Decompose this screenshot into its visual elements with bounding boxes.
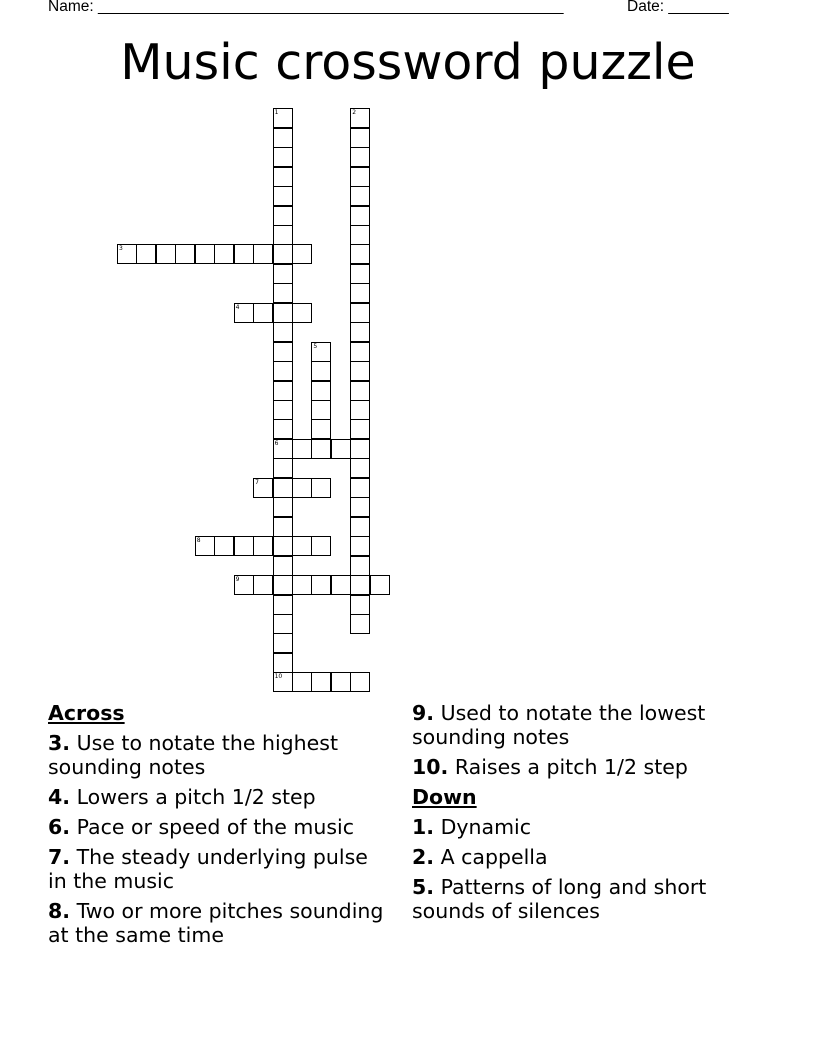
grid-cell[interactable] <box>350 536 370 556</box>
down-heading: Down <box>412 785 477 809</box>
grid-cell[interactable] <box>273 342 293 362</box>
grid-cell[interactable] <box>311 536 331 556</box>
grid-cell[interactable] <box>350 400 370 420</box>
grid-cell[interactable] <box>350 478 370 498</box>
name-field[interactable]: Name: ______________________________________________________ <box>48 0 564 15</box>
grid-cell[interactable] <box>350 556 370 576</box>
grid-cell[interactable] <box>350 361 370 381</box>
clue-number: 6. <box>48 815 71 839</box>
grid-cell[interactable] <box>350 186 370 206</box>
grid-cell[interactable] <box>292 244 312 264</box>
clue-text: Used to notate the lowest sounding notes <box>412 701 706 749</box>
clues-column-left <box>48 701 388 953</box>
grid-cell[interactable] <box>273 147 293 167</box>
grid-cell[interactable] <box>350 672 370 692</box>
grid-cell[interactable] <box>214 244 234 264</box>
grid-cell[interactable] <box>273 264 293 284</box>
grid-cell[interactable] <box>350 595 370 615</box>
grid-cell[interactable] <box>273 225 293 245</box>
grid-cell[interactable] <box>253 244 273 264</box>
grid-cell[interactable] <box>350 575 370 595</box>
grid-cell[interactable] <box>273 361 293 381</box>
grid-cell[interactable] <box>273 128 293 148</box>
grid-cell[interactable] <box>350 225 370 245</box>
clue-text: A cappella <box>440 845 548 869</box>
clue-across-6 <box>48 815 388 839</box>
grid-cell[interactable] <box>273 575 293 595</box>
clue-down-5 <box>412 875 762 923</box>
grid-cell[interactable] <box>350 206 370 226</box>
grid-cell[interactable] <box>273 633 293 653</box>
grid-cell[interactable] <box>234 536 254 556</box>
grid-cell[interactable] <box>311 400 331 420</box>
page-title: Music crossword puzzle <box>120 34 696 91</box>
grid-cell[interactable] <box>273 653 293 673</box>
date-field[interactable]: Date: _______ <box>627 0 729 15</box>
grid-cell[interactable] <box>273 381 293 401</box>
cell-number: 5 <box>313 342 318 350</box>
grid-cell[interactable] <box>195 536 215 556</box>
grid-cell[interactable] <box>273 400 293 420</box>
grid-cell[interactable] <box>117 244 137 264</box>
clue-down-1 <box>412 815 762 839</box>
across-heading: Across <box>48 701 125 725</box>
grid-cell[interactable] <box>273 497 293 517</box>
grid-cell[interactable] <box>273 595 293 615</box>
grid-cell[interactable] <box>273 458 293 478</box>
grid-cell[interactable] <box>331 439 351 459</box>
grid-cell[interactable] <box>292 439 312 459</box>
cell-number: 1 <box>274 109 279 117</box>
grid-cell[interactable] <box>273 108 293 128</box>
clue-text: Dynamic <box>440 815 532 839</box>
grid-cell[interactable] <box>253 575 273 595</box>
grid-cell[interactable] <box>350 283 370 303</box>
grid-cell[interactable] <box>175 244 195 264</box>
clue-down-2 <box>412 845 762 869</box>
grid-cell[interactable] <box>156 244 176 264</box>
grid-cell[interactable] <box>331 575 351 595</box>
grid-cell[interactable] <box>234 303 254 323</box>
grid-cell[interactable] <box>273 303 293 323</box>
grid-cell[interactable] <box>273 167 293 187</box>
grid-cell[interactable] <box>292 536 312 556</box>
grid-cell[interactable] <box>311 439 331 459</box>
clue-number: 2. <box>412 845 435 869</box>
grid-cell[interactable] <box>273 419 293 439</box>
clue-number: 4. <box>48 785 71 809</box>
clue-text: Pace or speed of the music <box>76 815 354 839</box>
grid-cell[interactable] <box>350 167 370 187</box>
grid-cell[interactable] <box>350 381 370 401</box>
grid-cell[interactable] <box>350 497 370 517</box>
grid-cell[interactable] <box>273 439 293 459</box>
clue-across-9 <box>412 701 762 749</box>
cell-number: 2 <box>352 109 357 117</box>
grid-cell[interactable] <box>350 458 370 478</box>
grid-cell[interactable] <box>350 244 370 264</box>
clue-number: 3. <box>48 731 71 755</box>
grid-cell[interactable] <box>273 244 293 264</box>
grid-cell[interactable] <box>273 186 293 206</box>
clue-number: 1. <box>412 815 435 839</box>
grid-cell[interactable] <box>273 614 293 634</box>
grid-cell[interactable] <box>292 672 312 692</box>
grid-cell[interactable] <box>214 536 234 556</box>
grid-cell[interactable] <box>234 244 254 264</box>
grid-cell[interactable] <box>234 575 254 595</box>
clue-across-8 <box>48 899 388 947</box>
clue-text: The steady underlying pulse in the music <box>48 845 368 893</box>
grid-cell[interactable] <box>292 303 312 323</box>
grid-cell[interactable] <box>311 575 331 595</box>
clue-text: Lowers a pitch 1/2 step <box>76 785 316 809</box>
cell-number: 3 <box>119 245 123 253</box>
clue-text: Raises a pitch 1/2 step <box>454 755 688 779</box>
grid-cell[interactable] <box>370 575 390 595</box>
grid-cell[interactable] <box>292 575 312 595</box>
grid-cell[interactable] <box>350 264 370 284</box>
grid-cell[interactable] <box>350 439 370 459</box>
grid-cell[interactable] <box>350 342 370 362</box>
clues-column-right <box>412 701 762 929</box>
clue-across-3 <box>48 731 388 779</box>
clue-number: 10. <box>412 755 449 779</box>
grid-cell[interactable] <box>273 478 293 498</box>
clue-across-10 <box>412 755 762 779</box>
clue-across-7 <box>48 845 388 893</box>
grid-cell[interactable] <box>273 322 293 342</box>
clue-number: 8. <box>48 899 71 923</box>
cell-number: 9 <box>235 576 240 583</box>
grid-cell[interactable] <box>311 419 331 439</box>
grid-cell[interactable] <box>253 478 273 498</box>
clue-text: Patterns of long and short sounds of silences <box>412 875 707 923</box>
grid-cell[interactable] <box>311 381 331 401</box>
grid-cell[interactable] <box>331 672 351 692</box>
grid-cell[interactable] <box>311 478 331 498</box>
grid-cell[interactable] <box>273 672 293 692</box>
clue-number: 9. <box>412 701 435 725</box>
clue-across-4 <box>48 785 388 809</box>
grid-cell[interactable] <box>292 478 312 498</box>
grid-cell[interactable] <box>350 147 370 167</box>
grid-cell[interactable] <box>350 108 370 128</box>
grid-cell[interactable] <box>273 283 293 303</box>
clue-number: 5. <box>412 875 435 899</box>
cell-number: 6 <box>274 439 279 447</box>
cell-number: 7 <box>255 478 259 486</box>
clue-text: Two or more pitches sounding at the same time <box>48 899 384 947</box>
grid-cell[interactable] <box>350 517 370 537</box>
cell-number: 8 <box>196 537 201 545</box>
grid-cell[interactable] <box>350 322 370 342</box>
grid-cell[interactable] <box>311 672 331 692</box>
cell-number: 10 <box>274 673 283 681</box>
grid-cell[interactable] <box>273 556 293 576</box>
grid-cell[interactable] <box>273 536 293 556</box>
clue-text: Use to notate the highest sounding notes <box>48 731 338 779</box>
grid-cell[interactable] <box>253 303 273 323</box>
grid-cell[interactable] <box>350 614 370 634</box>
cell-number: 4 <box>235 303 240 311</box>
grid-cell[interactable] <box>195 244 215 264</box>
grid-cell[interactable] <box>273 206 293 226</box>
grid-cell[interactable] <box>350 419 370 439</box>
grid-cell[interactable] <box>350 303 370 323</box>
grid-cell[interactable] <box>273 517 293 537</box>
grid-cell[interactable] <box>253 536 273 556</box>
grid-cell[interactable] <box>311 342 331 362</box>
grid-cell[interactable] <box>136 244 156 264</box>
clue-number: 7. <box>48 845 71 869</box>
grid-cell[interactable] <box>311 361 331 381</box>
grid-cell[interactable] <box>350 128 370 148</box>
